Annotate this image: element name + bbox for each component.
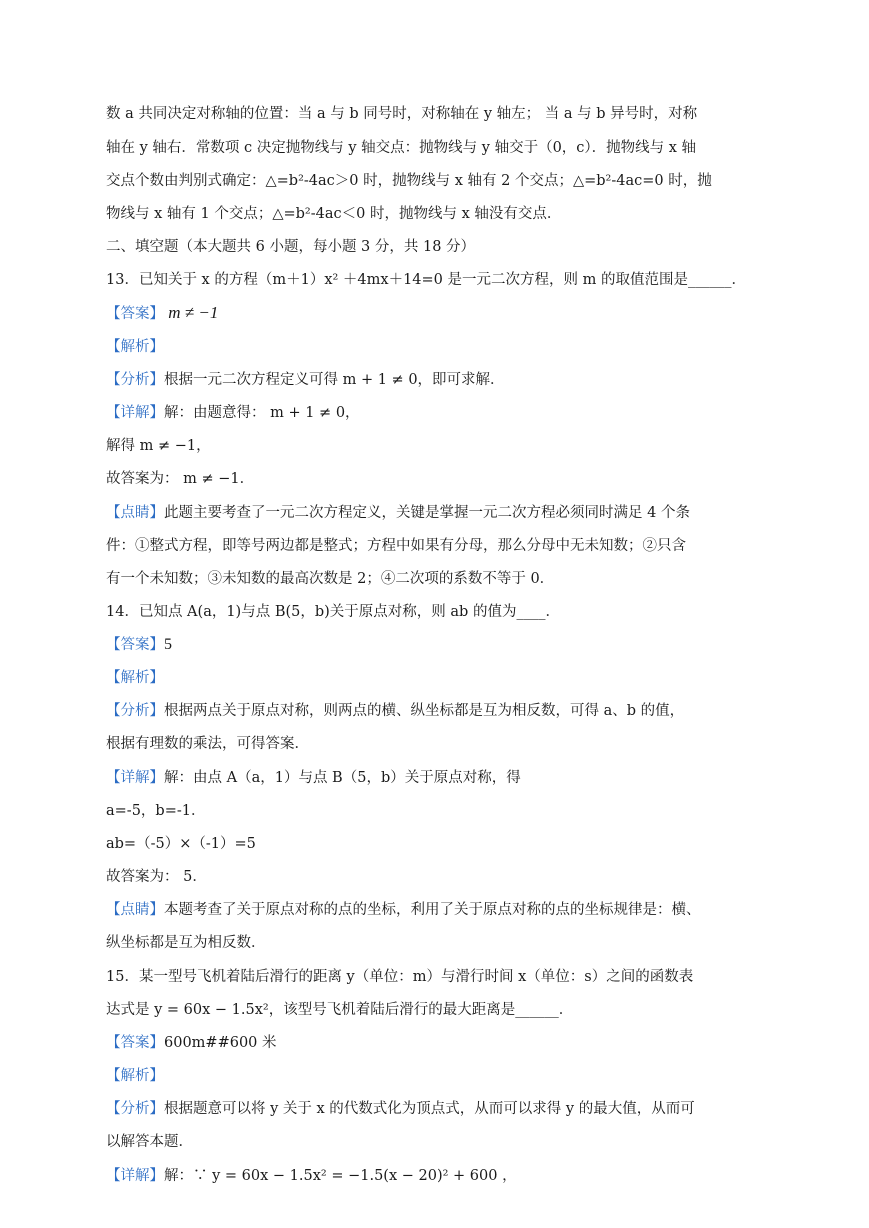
brief-text: 根据题意可以将 y 关于 x 的代数式化为顶点式，从而可以求得 y 的最大值，从而可 xyxy=(164,1101,695,1117)
text-line: 交点个数由判别式确定：△=b²-4ac＞0 时，抛物线与 x 轴有 2 个交点；△=b²-4ac=0 时，抛 xyxy=(106,173,712,189)
brief-tag: 【分析】 xyxy=(106,1101,164,1117)
question-15: 15．某一型号飞机着陆后滑行的距离 y（单位：m）与滑行时间 x（单位：s）之间的函数表 xyxy=(106,969,694,985)
analysis-row xyxy=(106,1065,766,1087)
detail-tag: 【详解】 xyxy=(106,770,164,786)
text-line: 轴在 y 轴右．常数项 c 决定抛物线与 y 轴交点：抛物线与 y 轴交于（0，c）．抛物线与 x 轴 xyxy=(106,140,697,156)
answer-value: 5 xyxy=(164,636,172,653)
answer-tag: 【答案】 xyxy=(106,306,164,322)
answer-value: 600m##600 米 xyxy=(164,1035,277,1051)
question-14: 14．已知点 A(a，1)与点 B(5，b)关于原点对称，则 ab 的值为____． xyxy=(106,604,560,620)
detail-text: 解：∵ y = 60x − 1.5x² = −1.5(x − 20)² + 600 ， xyxy=(164,1168,517,1184)
brief-row xyxy=(106,369,766,391)
text-line: 件：①整式方程，即等号两边都是整式；方程中如果有分母，那么分母中无未知数；②只含 xyxy=(106,538,686,554)
detail-row xyxy=(106,767,766,789)
comment-tag: 【点睛】 xyxy=(106,902,164,918)
answer-tag: 【答案】 xyxy=(106,637,164,653)
detail-text: 解：由点 A（a，1）与点 B（5，b）关于原点对称，得 xyxy=(164,770,521,786)
brief-tag: 【分析】 xyxy=(106,372,164,388)
answer-row xyxy=(106,634,766,656)
answer-tag: 【答案】 xyxy=(106,1035,164,1051)
text-line: 以解答本题． xyxy=(106,1134,193,1150)
brief-row xyxy=(106,700,766,722)
comment-row xyxy=(106,502,766,524)
text-line: 根据有理数的乘法，可得答案． xyxy=(106,736,309,752)
analysis-tag: 【解析】 xyxy=(106,1068,164,1084)
question-13: 13．已知关于 x 的方程（m＋1）x² ＋4mx＋14=0 是一元二次方程，则 m 的取值范围是______． xyxy=(106,272,746,288)
text-line: 物线与 x 轴有 1 个交点；△=b²-4ac＜0 时，抛物线与 x 轴没有交点． xyxy=(106,206,562,222)
section-heading: 二、填空题（本大题共 6 小题，每小题 3 分，共 18 分） xyxy=(106,239,476,255)
detail-row xyxy=(106,402,766,424)
text-line: ab=（-5）×（-1）=5 xyxy=(106,836,256,852)
answer-row xyxy=(106,302,766,325)
brief-row xyxy=(106,1098,766,1120)
answer-value: m ≠ −1 xyxy=(164,303,219,322)
detail-row xyxy=(106,1165,766,1187)
answer-row xyxy=(106,1032,766,1054)
text-line: 故答案为： m ≠ −1． xyxy=(106,471,255,487)
analysis-row xyxy=(106,667,766,689)
text-line: 有一个未知数；③未知数的最高次数是 2；④二次项的系数不等于 0． xyxy=(106,571,555,587)
analysis-tag: 【解析】 xyxy=(106,670,164,686)
brief-tag: 【分析】 xyxy=(106,703,164,719)
text-line: 达式是 y = 60x − 1.5x²，该型号飞机着陆后滑行的最大距离是______． xyxy=(106,1002,574,1018)
comment-text: 此题主要考查了一元二次方程定义，关键是掌握一元二次方程必须同时满足 4 个条 xyxy=(164,505,690,521)
comment-text: 本题考查了关于原点对称的点的坐标，利用了关于原点对称的点的坐标规律是：横、 xyxy=(164,902,701,918)
text-line: 数 a 共同决定对称轴的位置：当 a 与 b 同号时，对称轴在 y 轴左； 当 a 与 b 异号时，对称 xyxy=(106,106,698,122)
detail-text: 解：由题意得： m + 1 ≠ 0， xyxy=(164,405,360,421)
comment-row xyxy=(106,899,766,921)
analysis-row xyxy=(106,336,766,358)
text-line: a=-5，b=-1． xyxy=(106,803,206,819)
detail-tag: 【详解】 xyxy=(106,405,164,421)
detail-tag: 【详解】 xyxy=(106,1168,164,1184)
analysis-tag: 【解析】 xyxy=(106,339,164,355)
text-line: 纵坐标都是互为相反数． xyxy=(106,935,266,951)
brief-text: 根据两点关于原点对称，则两点的横、纵坐标都是互为相反数，可得 a、b 的值， xyxy=(164,703,685,719)
text-line: 解得 m ≠ −1， xyxy=(106,438,211,454)
text-line: 故答案为： 5． xyxy=(106,869,207,885)
comment-tag: 【点睛】 xyxy=(106,505,164,521)
brief-text: 根据一元二次方程定义可得 m + 1 ≠ 0，即可求解． xyxy=(164,372,505,388)
